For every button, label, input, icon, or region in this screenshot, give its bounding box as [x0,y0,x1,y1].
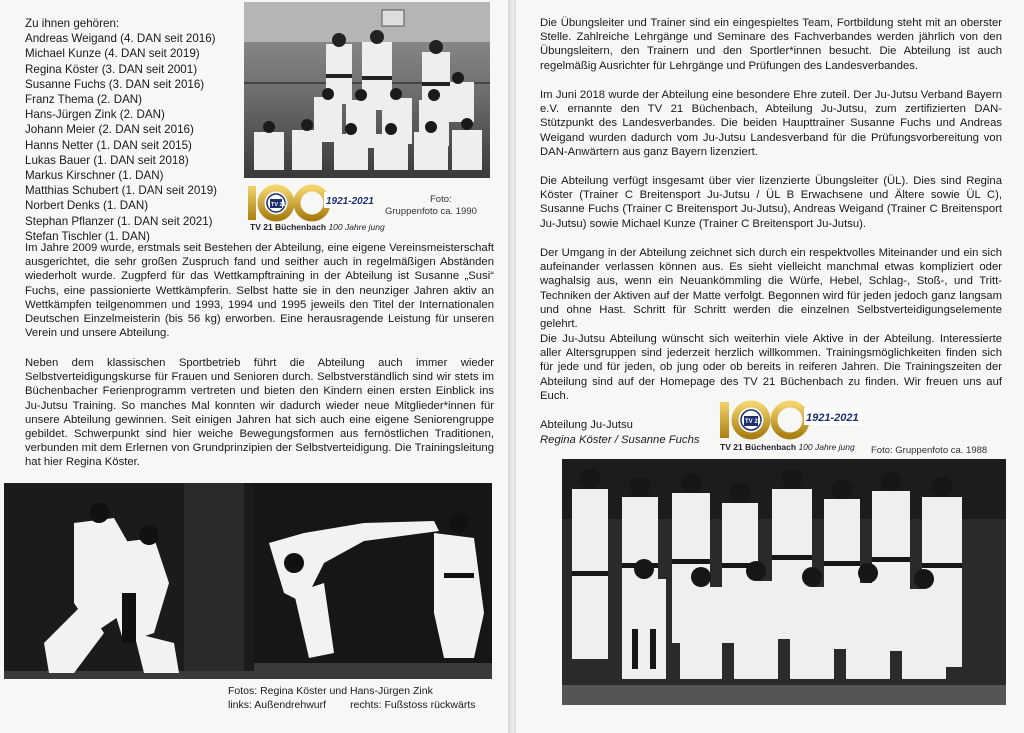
logo-subtitle-italic-right: 100 Jahre jung [798,442,855,452]
member-row: Norbert Denks (1. DAN) [25,199,149,213]
paragraph-vereinsmeisterschaft: Im Jahre 2009 wurde, erstmals seit Bestehen der Abteilung, eine eigene Vereinsmeisterschaft ausgerichtet, die sehr großen Zuspruch fand und seither auch in regelmäßigen Abständen wiederholt wurde. Zugpferd für das Wettkampftraining in der Abteilung ist Susanne „Susi“ Fuchs, eine passionierte Wettkämpferin. Selbst hatte sie in den neunziger Jahren aktiv an Wettkämpfen teilgenommen und 1993, 1994 und 1995 jeweils den Titel der Internationalen Deutschen Einzelmeisterin (bis 56 kg) erworben. Eine herausragende Leistung für unseren Verein und unsere Abteilung. [25,242,494,340]
member-row: Stephan Pflanzer (1. DAN seit 2021) [25,214,213,228]
caption-line2: Gruppenfoto ca. 1990 [385,206,477,217]
group-photo-1990-caption-2 [385,206,477,218]
logo-years-right: 1921-2021 [806,412,859,424]
group-photo-1988 [562,459,1006,705]
jubilee-logo-right [718,398,868,452]
action-photos [4,483,492,679]
member-row: Hans-Jürgen Zink (2. DAN) [25,108,165,122]
action-caption-line1: Fotos: Regina Köster und Hans-Jürgen Zink [228,685,433,697]
paragraph-umgang: Der Umgang in der Abteilung zeichnet sich durch ein respektvolles Miteinander und ein sich aufeinander verlassen können aus. Es sieht vielleicht manchmal etwas kompliziert oder waghalsig aus, wenn ein Neuankömmling die Würfe, Hebel, Schlag-, Stoß-, und Tritt-Techniken der Aktiven auf der Matte verfolgt. Begonnen wird für jeden jedoch ganz langsam und ohne Hast. Schritt für Schritt werden die einzelnen Selbstverteidigungselemente gelehrt. [540,247,1002,331]
paragraph-uebungsleiter: Die Abteilung verfügt insgesamt über vier lizenzierte Übungsleiter (ÜL). Dies sind Regina Köster (Trainer C Breitensport Ju-Jutsu / ÜL B Erwachsene und Ältere sowie ÜL C), Susanne Fuchs (Trainer C Breitensport Ju-Jutsu), Andreas Weigand (Trainer C Breitensport Ju-Jutsu) sowie Michael Kunze (Trainer C Breitensport Ju-Jutsu). [540,175,1002,230]
jubilee-logo-right-graphic [718,398,868,444]
signature-department: Abteilung Ju-Jutsu [540,419,633,431]
member-row: Andreas Weigand (4. DAN seit 2016) [25,32,216,46]
logo-subtitle-italic: 100 Jahre jung [328,222,385,232]
left-page [0,0,510,733]
logo-subtitle-bold: TV 21 Büchenbach [250,222,327,232]
group-photo-1990-caption [430,194,452,206]
logo-club: TV 21 [271,202,286,208]
right-page [516,0,1024,733]
caption-line1: Foto: [430,194,452,205]
signature-names: Regina Köster / Susanne Fuchs [540,433,700,446]
paragraph-einladung: Die Ju-Jutsu Abteilung wünscht sich weiterhin viele Aktive in der Abteilung. Interessierte aller Altersgruppen sind jederzeit herzlich willkommen. Trainingsmöglichkeiten finden sich für jede und für jeden, ob jung oder ob bereits in reiferen Jahren. Die Trainingszeiten der Abteilung sind auf der Homepage des TV 21 Büchenbach zu finden. Wir freuen uns auf Euch. [540,333,1002,402]
paragraph-team: Die Übungsleiter und Trainer sind ein eingespieltes Team, Fortbildung steht mit an oberster Stelle. Zahlreiche Lehrgänge und Seminare des Fachverbandes werden jährlich von den Übungsleitern, den Trainern und den Sportler*innen besucht. Die Abteilung ist auch regelmäßig Ausrichter für Lehrgänge und Prüfungen des Landesverbandes. [540,17,1002,72]
member-row: Franz Thema (2. DAN) [25,93,143,107]
logo-subtitle [250,222,385,232]
action-caption-right: rechts: Fußstoss rückwärts [350,699,476,711]
logo-years: 1921-2021 [326,196,374,207]
member-row: Regina Köster (3. DAN seit 2001) [25,62,198,76]
member-row: Michael Kunze (4. DAN seit 2019) [25,47,200,61]
logo-club-right: TV 21 [745,419,762,425]
jubilee-logo-graphic [246,182,374,226]
paragraph-dan-stuetzpunkt: Im Juni 2018 wurde der Abteilung eine besondere Ehre zuteil. Der Ju-Jutsu Verband Bayern e.V. ernannte den TV 21 Büchenbach, Abteilung Ju-Jutsu, zum zertifizierten DAN-Stützpunkt des Landesverbandes. Die beiden Haupttrainer Susanne Fuchs und Andreas Weigand wurden dadurch vom Ju-Jutsu Landesverband für die Prüfungsvorbereitung von DAN-Anwärtern aus ganz Bayern lizenziert. [540,89,1002,158]
member-row: Susanne Fuchs (3. DAN seit 2016) [25,77,205,91]
member-row: Johann Meier (2. DAN seit 2016) [25,123,194,137]
action-photos-caption [228,684,476,712]
member-row: Stefan Tischler (1. DAN) [25,229,150,243]
action-caption-left: links: Außendrehwurf [228,699,327,711]
action-caption-line2 [228,698,476,712]
logo-subtitle-right [720,442,855,452]
member-row: Lukas Bauer (1. DAN seit 2018) [25,153,189,167]
logo-subtitle-bold-right: TV 21 Büchenbach [720,442,797,452]
signature [540,418,700,447]
member-row: Hanns Netter (1. DAN seit 2015) [25,138,192,152]
group-photo-1988-caption: Foto: Gruppenfoto ca. 1988 [871,445,988,456]
paragraph-selbstverteidigung: Neben dem klassischen Sportbetrieb führt die Abteilung auch immer wieder Selbstverteidigungskurse für Frauen und Senioren durch. Selbstverständlich sind wir stets im Büchenbacher Ferienprogramm vertreten und bieten den Kindern einen ersten Einblick ins Ju-Jutsu Training. So manches Mal konnten wir dadurch wieder neue Mitglieder*innen für unsere Abteilung gewinnen. Seit einigen Jahren hat sich auch eine eigene Seniorengruppe gebildet. Schwerpunkt sind hier weiche Bewegungsformen aus fernöstlichen Traditionen, verbunden mit dem Erlernen von Grundprinzipien der Selbstverteidigung. Die Trainingsleitung hat hier Regina Köster. [25,357,494,469]
jubilee-logo [246,182,385,232]
member-row: Matthias Schubert (1. DAN seit 2019) [25,184,218,198]
group-photo-1990 [244,2,490,178]
member-row: Markus Kirschner (1. DAN) [25,169,164,183]
members-heading: Zu ihnen gehören: [25,17,120,30]
members-list [25,16,255,244]
